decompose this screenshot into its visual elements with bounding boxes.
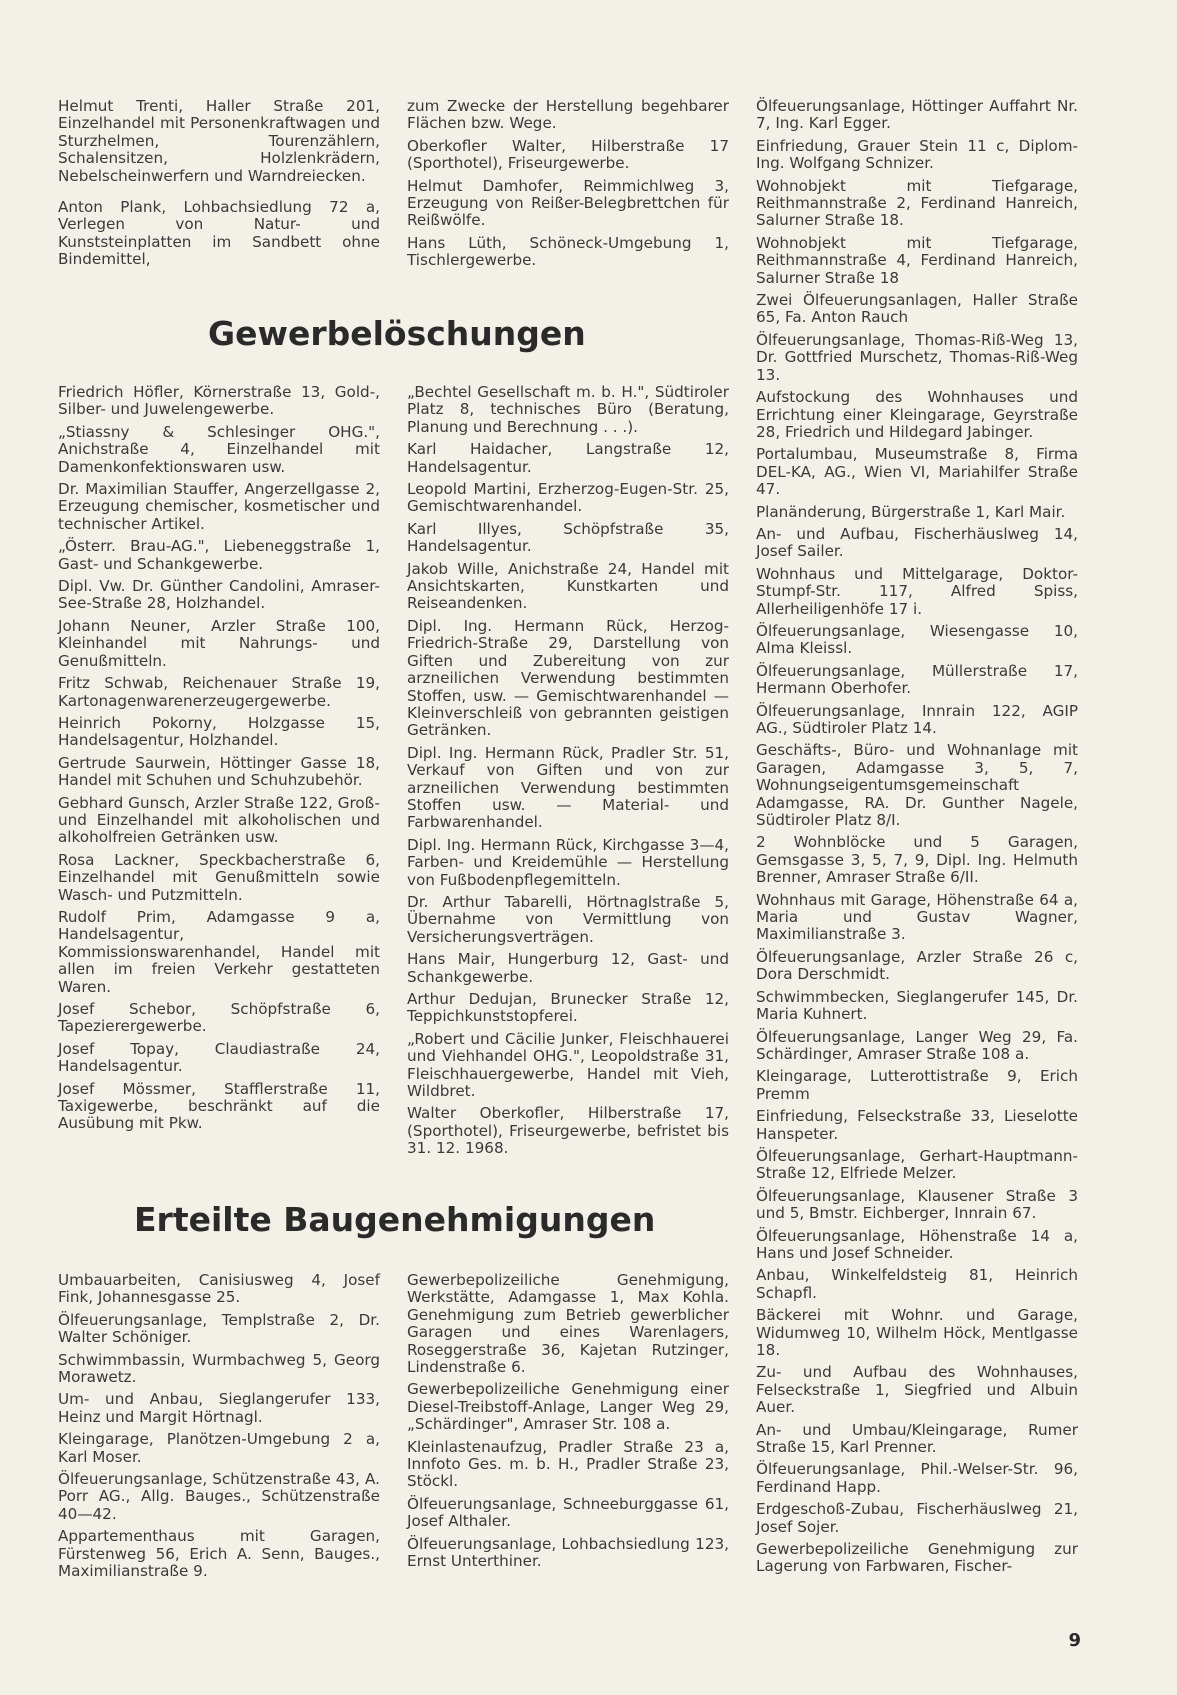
entry: Helmut Damhofer, Reimmichlweg 3, Erzeugung von Reißer-Belegbrettchen für Reißwölfe. xyxy=(407,176,729,230)
entry: Gebhard Gunsch, Arzler Straße 122, Groß- und Einzelhandel mit alkoholischen und alkoholfreien Getränken usw. xyxy=(58,793,380,847)
entry: „Robert und Cäcilie Junker, Fleischhauerei und Viehhandel OHG.", Leopoldstraße 31, Fleischhauergewerbe, Handel mit Vieh, Wildbret. xyxy=(407,1029,729,1101)
entry: Karl Haidacher, Langstraße 12, Handelsagentur. xyxy=(407,440,729,476)
entry: Ölfeuerungsanlage, Gerhart-Hauptmann-Straße 12, Elfriede Melzer. xyxy=(756,1146,1078,1183)
bau-right-column xyxy=(756,98,1078,1581)
entry: Gewerbepolizeiliche Genehmigung, Werkstätte, Adamgasse 1, Max Kohla. Genehmigung zum Betrieb gewerblicher Garagen und eines Warenlagers, Roseggerstraße 36, Kajetan Rutzinger, Lindenstraße 6. xyxy=(407,1271,729,1377)
entry: Wohnhaus und Mittelgarage, Doktor-Stumpf-Str. 117, Alfred Spiss, Allerheiligenhöfe 17 i. xyxy=(756,564,1078,618)
entry: Ölfeuerungsanlage, Templstraße 2, Dr. Walter Schöniger. xyxy=(58,1310,380,1347)
entry: „Stiassny & Schlesinger OHG.", Anichstraße 4, Einzelhandel mit Damenkonfektionswaren usw. xyxy=(58,422,380,476)
entry: Anbau, Winkelfeldsteig 81, Heinrich Schapfl. xyxy=(756,1266,1078,1302)
entry: Portalumbau, Museumstraße 8, Firma DEL-KA, AG., Wien VI, Mariahilfer Straße 47. xyxy=(756,445,1078,499)
entry: Appartementhaus mit Garagen, Fürstenweg 56, Erich A. Senn, Bauges., Maximilianstraße 9. xyxy=(58,1527,380,1581)
entry: Johann Neuner, Arzler Straße 100, Kleinhandel mit Nahrungs- und Genußmitteln. xyxy=(58,616,380,670)
entry: Schwimmbassin, Wurmbachweg 5, Georg Morawetz. xyxy=(58,1350,380,1387)
entry: Um- und Anbau, Sieglangerufer 133, Heinz und Margit Hörtnagl. xyxy=(58,1390,380,1426)
entry: An- und Aufbau, Fischerhäuslweg 14, Josef Sailer. xyxy=(756,524,1078,561)
entry: Jakob Wille, Anichstraße 24, Handel mit Ansichtskarten, Kunstkarten und Reiseandenken. xyxy=(407,559,729,613)
entry: Josef Topay, Claudiastraße 24, Handelsagentur. xyxy=(58,1039,380,1076)
entry: Dr. Maximilian Stauffer, Angerzellgasse 2, Erzeugung chemischer, kosmetischer und technischer Artikel. xyxy=(58,480,380,533)
entry: 2 Wohnblöcke und 5 Garagen, Gemsgasse 3, 5, 7, 9, Dipl. Ing. Helmuth Brenner, Amraser Straße 6/II. xyxy=(756,833,1078,887)
page-number: 9 xyxy=(1068,1630,1081,1651)
entry: Ölfeuerungsanlage, Wiesengasse 10, Alma Kleissl. xyxy=(756,621,1078,658)
entry: Ölfeuerungsanlage, Schützenstraße 43, A. Porr AG., Allg. Bauges., Schützenstraße 40—42. xyxy=(58,1470,380,1523)
entry: Walter Oberkofler, Hilberstraße 17, (Sporthotel), Friseurgewerbe, befristet bis 31. 12. 1968. xyxy=(407,1104,729,1158)
entry: Ölfeuerungsanlage, Lohbachsiedlung 123, Ernst Unterthiner. xyxy=(407,1534,729,1571)
entry: „Bechtel Gesellschaft m. b. H.", Südtiroler Platz 8, technisches Büro (Beratung, Planung und Berechnung . . .). xyxy=(407,383,729,436)
entry: Anton Plank, Lohbachsiedlung 72 a, Verlegen von Natur- und Kunststeinplatten im Sandbett ohne Bindemittel, xyxy=(58,198,380,269)
entry: Dipl. Ing. Hermann Rück, Pradler Str. 51, Verkauf von Giften und von zur arzneilichen Verwendung bestimmten Stoffen usw. — Material- und Farbwarenhandel. xyxy=(407,743,729,832)
entry: Ölfeuerungsanlage, Schneeburggasse 61, Josef Althaler. xyxy=(407,1494,729,1531)
entry: Geschäfts-, Büro- und Wohnanlage mit Garagen, Adamgasse 3, 5, 7, Wohnungseigentumsgemeinschaft Adamgasse, RA. Dr. Gunther Nagele, Südtiroler Platz 8/I. xyxy=(756,741,1078,830)
entry: Karl Illyes, Schöpfstraße 35, Handelsagentur. xyxy=(407,519,729,556)
top-left-column xyxy=(58,98,380,274)
entry: Oberkofler Walter, Hilberstraße 17 (Sporthotel), Friseurgewerbe. xyxy=(407,136,729,173)
entry: Zwei Ölfeuerungsanlagen, Haller Straße 65, Fa. Anton Rauch xyxy=(756,291,1078,327)
entry: Kleingarage, Planötzen-Umgebung 2 a, Karl Moser. xyxy=(58,1430,380,1466)
entry: Zu- und Aufbau des Wohnhauses, Felseckstraße 1, Siegfried und Albuin Auer. xyxy=(756,1363,1078,1417)
entry: Hans Mair, Hungerburg 12, Gast- und Schankgewerbe. xyxy=(407,950,729,986)
entry: Gewerbepolizeiliche Genehmigung zur Lagerung von Farbwaren, Fischer- xyxy=(756,1540,1078,1576)
entry: Wohnobjekt mit Tiefgarage, Reithmannstraße 4, Ferdinand Hanreich, Salurner Straße 18 xyxy=(756,233,1078,287)
entry: Rosa Lackner, Speckbacherstraße 6, Einzelhandel mit Genußmitteln sowie Wasch- und Putzmitteln. xyxy=(58,850,380,904)
entry: Ölfeuerungsanlage, Phil.-Welser-Str. 96, Ferdinand Happ. xyxy=(756,1460,1078,1496)
entry: An- und Umbau/Kleingarage, Rumer Straße 15, Karl Prenner. xyxy=(756,1420,1078,1457)
entry: Dipl. Ing. Hermann Rück, Herzog-Friedrich-Straße 29, Darstellung von Giften und Zubereitung von zur arzneilichen Verwendung bestimmten Stoffen, usw. — Gemischtwarenhandel — Kleinverschleiß von gebrannten geistigen Getränken. xyxy=(407,616,729,740)
bau-left-column xyxy=(58,1272,380,1586)
entry: Josef Schebor, Schöpfstraße 6, Tapezierergewerbe. xyxy=(58,1000,380,1036)
entry: Dipl. Ing. Hermann Rück, Kirchgasse 3—4, Farben- und Kreidemühle — Herstellung von Fußbodenpflegemitteln. xyxy=(407,835,729,889)
entry: Schwimmbecken, Sieglangerufer 145, Dr. Maria Kuhnert. xyxy=(756,987,1078,1024)
section-title-gewerbeloeschungen: Gewerbelöschungen xyxy=(208,314,586,353)
entry: Ölfeuerungsanlage, Müllerstraße 17, Hermann Oberhofer. xyxy=(756,661,1078,698)
entry: Wohnobjekt mit Tiefgarage, Reithmannstraße 2, Ferdinand Hanreich, Salurner Straße 18. xyxy=(756,176,1078,230)
entry: Arthur Dedujan, Brunecker Straße 12, Teppichkunststopferei. xyxy=(407,990,729,1026)
entry: Rudolf Prim, Adamgasse 9 a, Handelsagentur, Kommissionswarenhandel, Handel mit allen im freien Verkehr gestatteten Waren. xyxy=(58,907,380,996)
entry: Josef Mössmer, Stafflerstraße 11, Taxigewerbe, beschränkt auf die Ausübung mit Pkw. xyxy=(58,1079,380,1133)
loeschungen-middle-column xyxy=(407,384,729,1163)
entry: Friedrich Höfler, Körnerstraße 13, Gold-, Silber- und Juwelengewerbe. xyxy=(58,383,380,419)
entry: Ölfeuerungsanlage, Klausener Straße 3 und 5, Bmstr. Eichberger, Innrain 67. xyxy=(756,1186,1078,1223)
loeschungen-left-column xyxy=(58,384,380,1138)
entry: Bäckerei mit Wohnr. und Garage, Widumweg 10, Wilhelm Höck, Mentlgasse 18. xyxy=(756,1306,1078,1359)
entry: Ölfeuerungsanlage, Langer Weg 29, Fa. Schärdinger, Amraser Straße 108 a. xyxy=(756,1027,1078,1063)
entry: Erdgeschoß-Zubau, Fischerhäuslweg 21, Josef Sojer. xyxy=(756,1500,1078,1536)
entry: Ölfeuerungsanlage, Innrain 122, AGIP AG., Südtiroler Platz 14. xyxy=(756,701,1078,737)
entry: Helmut Trenti, Haller Straße 201, Einzelhandel mit Personenkraftwagen und Sturzhelmen, Tourenzählern, Schalensitzen, Holzlenkrädern, Nebelscheinwerfern und Warndreiecken. xyxy=(58,97,380,185)
entry: Planänderung, Bürgerstraße 1, Karl Mair. xyxy=(756,502,1066,521)
entry: zum Zwecke der Herstellung begehbarer Flächen bzw. Wege. xyxy=(407,97,729,133)
entry: Ölfeuerungsanlage, Höttinger Auffahrt Nr. 7, Ing. Karl Egger. xyxy=(756,97,1078,133)
entry: Dr. Arthur Tabarelli, Hörtnaglstraße 5, Übernahme von Vermittlung von Versicherungsverträgen. xyxy=(407,892,729,946)
entry: Einfriedung, Felseckstraße 33, Lieselotte Hanspeter. xyxy=(756,1107,1078,1143)
entry: Aufstockung des Wohnhauses und Errichtung einer Kleingarage, Geyrstraße 28, Friedrich und Hildegard Jabinger. xyxy=(756,388,1078,441)
entry: „Österr. Brau-AG.", Liebeneggstraße 1, Gast- und Schankgewerbe. xyxy=(58,537,380,573)
entry: Umbauarbeiten, Canisiusweg 4, Josef Fink, Johannesgasse 25. xyxy=(58,1271,380,1307)
entry: Hans Lüth, Schöneck-Umgebung 1, Tischlergewerbe. xyxy=(407,233,729,270)
entry: Ölfeuerungsanlage, Arzler Straße 26 c, Dora Derschmidt. xyxy=(756,947,1078,984)
entry: Heinrich Pokorny, Holzgasse 15, Handelsagentur, Holzhandel. xyxy=(58,713,380,750)
section-title-baugenehmigungen: Erteilte Baugenehmigungen xyxy=(134,1200,656,1239)
entry: Gertrude Saurwein, Höttinger Gasse 18, Handel mit Schuhen und Schuhzubehör. xyxy=(58,753,380,790)
entry: Wohnhaus mit Garage, Höhenstraße 64 a, Maria und Gustav Wagner, Maximilianstraße 3. xyxy=(756,890,1078,944)
bau-middle-column xyxy=(407,1272,729,1576)
entry: Fritz Schwab, Reichenauer Straße 19, Kartonagenwarenerzeugergewerbe. xyxy=(58,674,380,710)
entry: Ölfeuerungsanlage, Thomas-Riß-Weg 13, Dr. Gottfried Murschetz, Thomas-Riß-Weg 13. xyxy=(756,330,1078,384)
entry: Einfriedung, Grauer Stein 11 c, Diplom-Ing. Wolfgang Schnizer. xyxy=(756,136,1078,173)
entry: Dipl. Vw. Dr. Günther Candolini, Amraser-See-Straße 28, Holzhandel. xyxy=(58,577,380,613)
entry: Kleinlastenaufzug, Pradler Straße 23 a, Innfoto Ges. m. b. H., Pradler Straße 23, Stöckl. xyxy=(407,1437,729,1491)
entry: Kleingarage, Lutterottistraße 9, Erich Premm xyxy=(756,1067,1078,1103)
top-middle-column xyxy=(407,98,729,275)
entry: Gewerbepolizeiliche Genehmigung einer Diesel-Treibstoff-Anlage, Langer Weg 29, „Schärdinger", Amraser Str. 108 a. xyxy=(407,1380,729,1434)
entry: Ölfeuerungsanlage, Höhenstraße 14 a, Hans und Josef Schneider. xyxy=(756,1226,1078,1262)
entry: Leopold Martini, Erzherzog-Eugen-Str. 25, Gemischtwarenhandel. xyxy=(407,480,729,516)
